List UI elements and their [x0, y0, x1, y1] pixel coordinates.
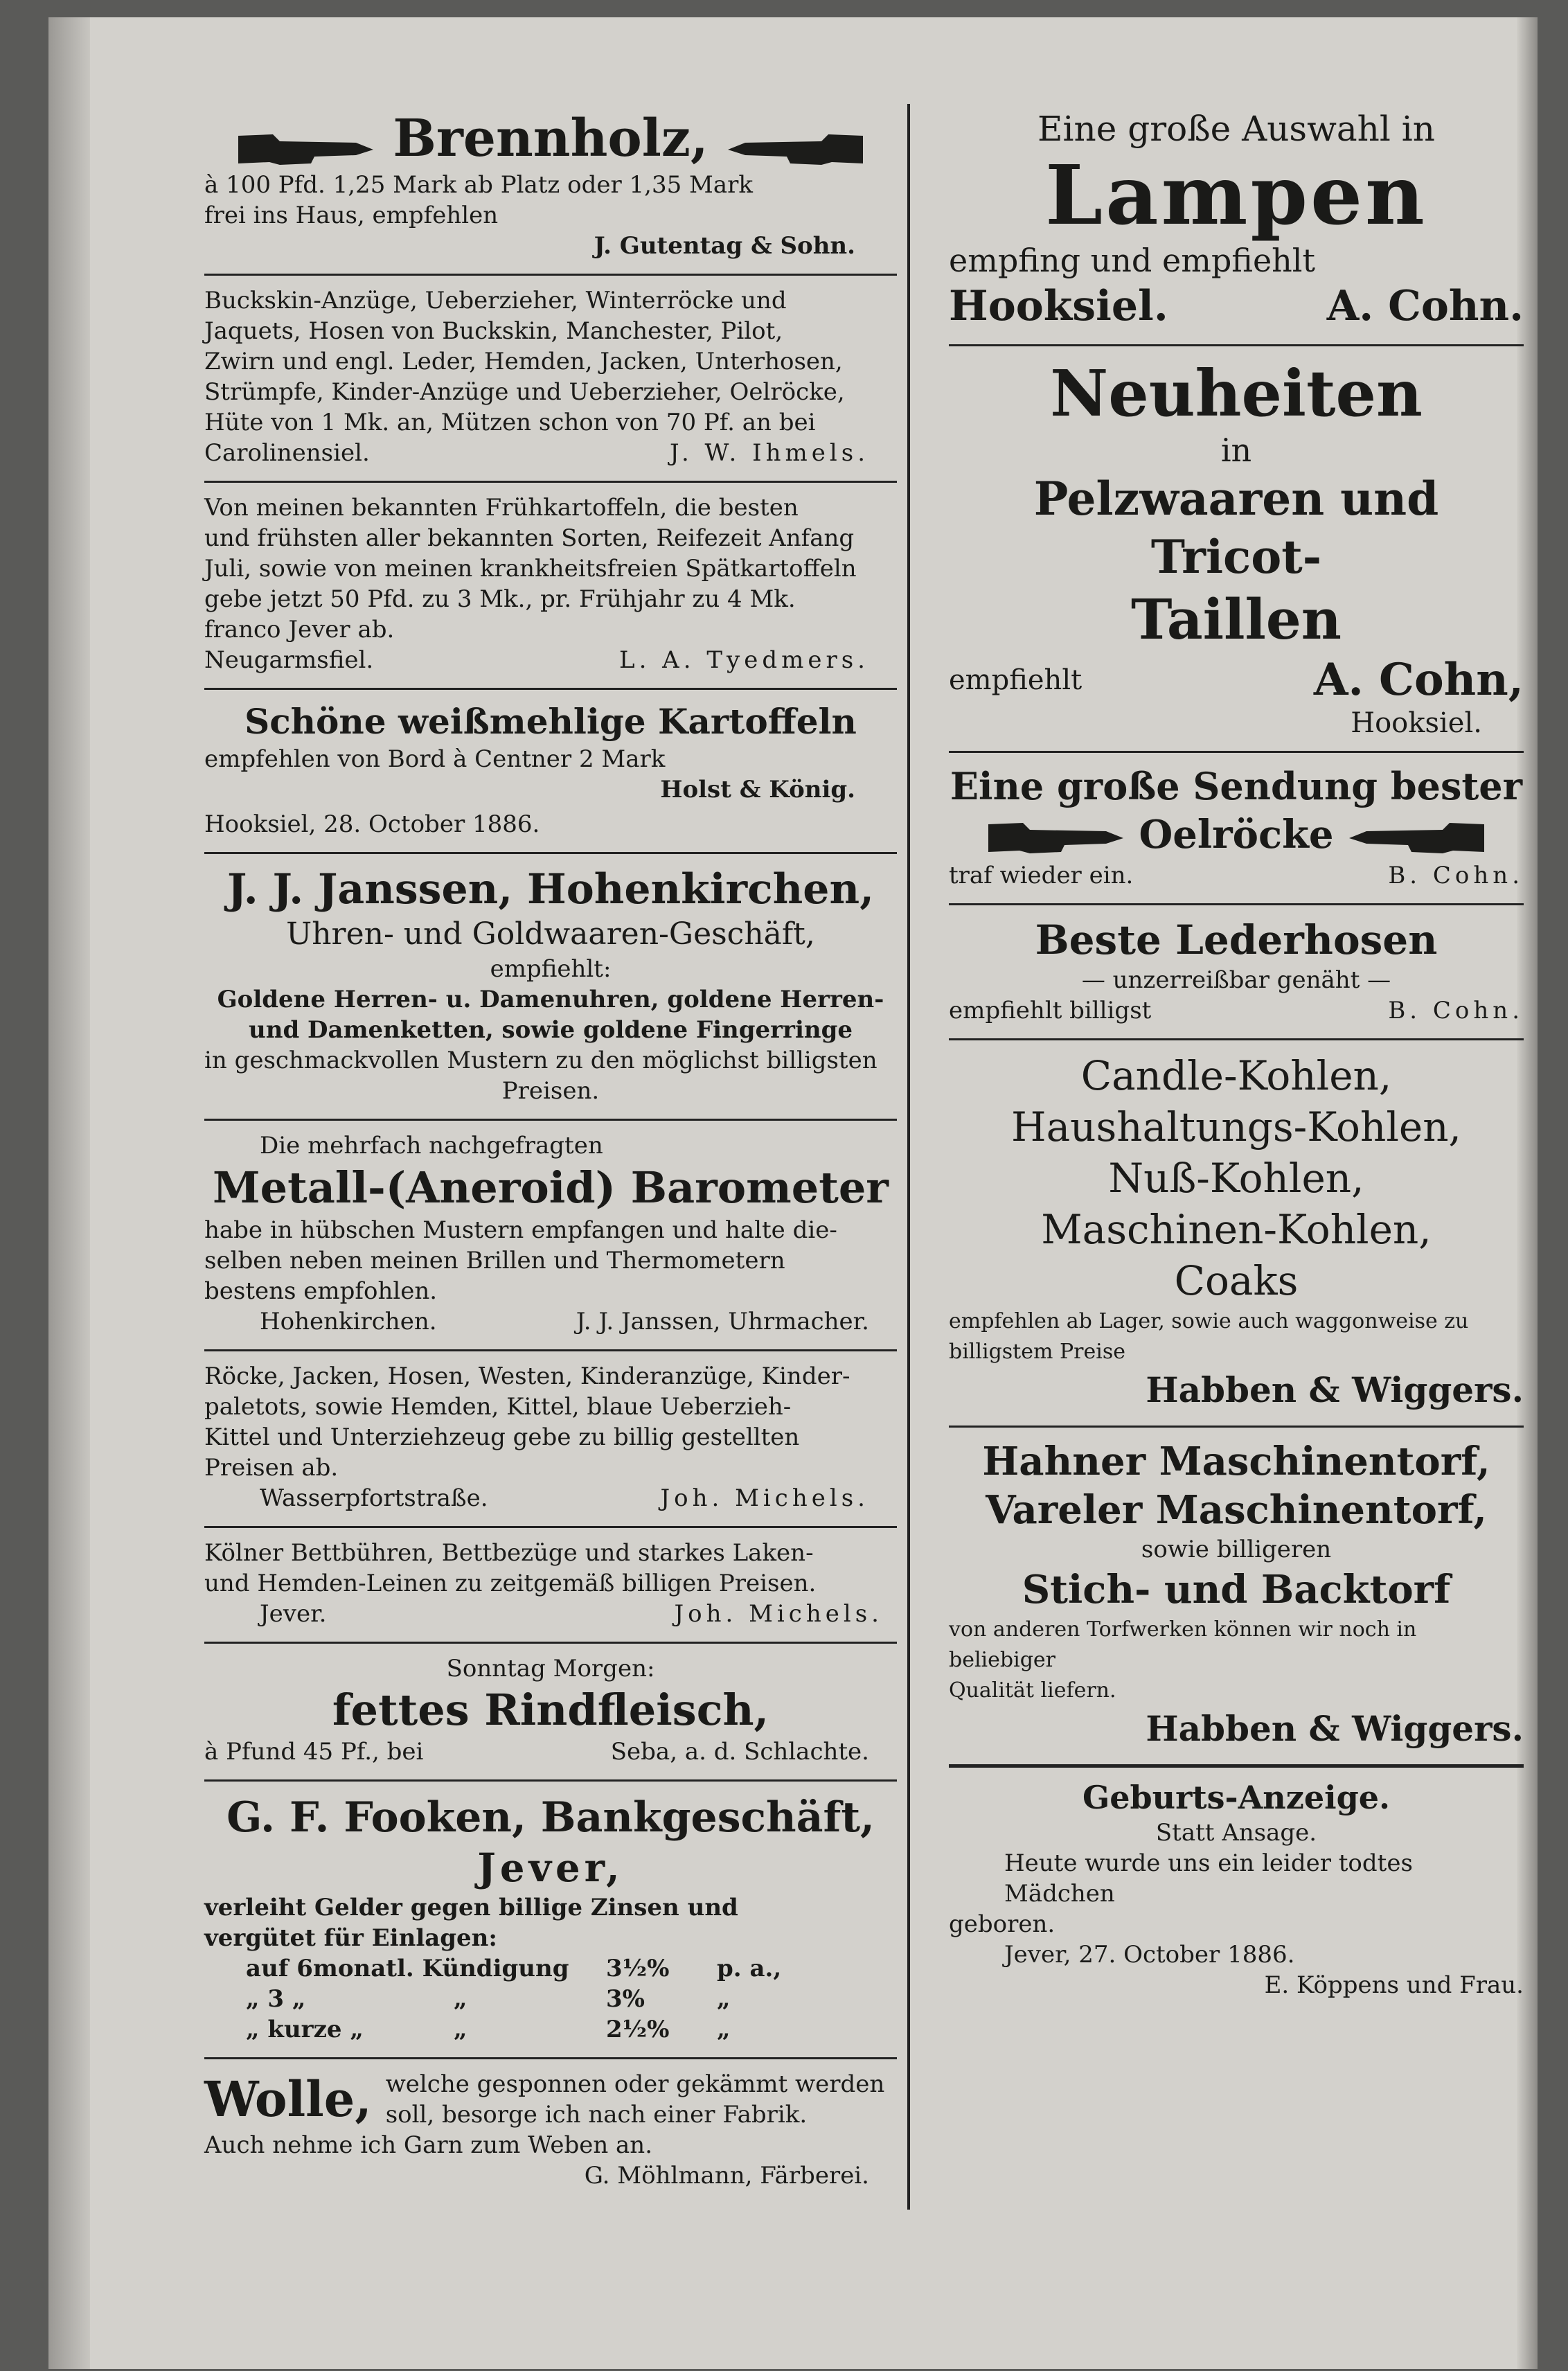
- ad-line: Kölner Bettbühren, Bettbezüge und starkes Laken-: [204, 1539, 814, 1567]
- newspaper-page: [48, 17, 1538, 2369]
- divider: [949, 344, 1524, 346]
- rate-row: [204, 1984, 897, 2014]
- ad-line: geboren.: [949, 1910, 1055, 1938]
- ad-text: à 100 Pfd. 1,25 Mark ab Platz oder 1,35 Mark: [204, 171, 753, 199]
- ad-line: Auch nehme ich Garn zum Weben an.: [204, 2131, 653, 2159]
- ad-text: à Pfund 45 Pf., bei: [204, 1738, 424, 1766]
- ad-wolle: [204, 2069, 897, 2191]
- ad-sub: — unzerreißbar genäht —: [1081, 966, 1391, 994]
- ad-signature: A. Cohn.: [1326, 282, 1524, 330]
- ad-title: Metall-(Aneroid) Barometer: [213, 1162, 889, 1213]
- ad-signature: G. Möhlmann, Färberei.: [584, 2162, 869, 2190]
- ad-place: Neugarmsfiel.: [204, 646, 374, 674]
- ad-title: J. J. Janssen, Hohenkirchen,: [227, 865, 874, 914]
- ad-text: sowie billigeren: [1141, 1536, 1332, 1563]
- pointing-hand-left-icon: [1346, 817, 1484, 859]
- ad-line: Strümpfe, Kinder-Anzüge und Ueberzieher, Oelröcke,: [204, 378, 845, 406]
- ad-signature: Joh. Michels.: [674, 1600, 883, 1628]
- divider: [204, 688, 897, 690]
- ad-place: Jever,: [477, 1845, 624, 1891]
- ad-signature: Holst & König.: [660, 776, 855, 803]
- ad-line: Maschinen-Kohlen,: [1041, 1206, 1432, 1253]
- divider: [949, 751, 1524, 753]
- ad-lampen: [949, 107, 1524, 332]
- rate-ditto: „: [454, 2016, 467, 2043]
- ad-torf: [949, 1437, 1524, 1752]
- divider: [949, 1426, 1524, 1428]
- ad-place: Hohenkirchen.: [260, 1308, 437, 1335]
- ad-line: Statt Ansage.: [1155, 1819, 1317, 1847]
- ad-text: empfing und empfiehlt: [949, 242, 1315, 279]
- ad-buckskin: [204, 285, 897, 468]
- ad-kartoffeln: [204, 700, 897, 840]
- ad-pre: Eine große Auswahl in: [1037, 109, 1435, 149]
- ad-signature: Habben & Wiggers.: [1146, 1708, 1524, 1749]
- ad-title: Eine große Sendung bester: [950, 764, 1523, 808]
- ad-line: Juli, sowie von meinen krankheitsfreien Spätkartoffeln: [204, 555, 857, 583]
- ad-text: billigstem Preise: [949, 1340, 1125, 1364]
- rate-value: 3½%: [606, 1955, 670, 1982]
- ad-line: Röcke, Jacken, Hosen, Westen, Kinderanzüge, Kinder-: [204, 1362, 850, 1390]
- rate-ditto: „: [454, 1985, 467, 2013]
- ad-text: frei ins Haus, empfehlen: [204, 202, 499, 229]
- ad-line: Candle-Kohlen,: [1080, 1052, 1392, 1099]
- pointing-hand-left-icon: [724, 122, 863, 163]
- ad-line: Buckskin-Anzüge, Ueberzieher, Winterröcke und: [204, 287, 787, 314]
- ad-bold-line: Goldene Herren- u. Damenuhren, goldene Herren-: [217, 986, 884, 1013]
- ad-place: Wasserpfortstraße.: [260, 1484, 488, 1512]
- ad-oelroecke: [949, 763, 1524, 891]
- ad-bold-line: und Damenketten, sowie goldene Fingerringe: [249, 1016, 853, 1044]
- divider: [204, 852, 897, 854]
- ad-signature: J. W. Ihmels.: [669, 439, 869, 467]
- ad-text: empfiehlt billigst: [949, 997, 1152, 1024]
- rate-unit: p. a.,: [717, 1955, 782, 1982]
- ad-barometer: [204, 1130, 897, 1337]
- pointing-hand-right-icon: [988, 817, 1127, 859]
- ad-line: selben neben meinen Brillen und Thermometern: [204, 1247, 785, 1275]
- ad-pre: Sonntag Morgen:: [446, 1655, 655, 1682]
- rate-value: 2½%: [606, 2016, 670, 2043]
- ad-fooken: [204, 1791, 897, 2045]
- ad-signature: Habben & Wiggers.: [1146, 1369, 1524, 1410]
- left-column: [204, 107, 897, 2191]
- ad-line: Coaks: [1174, 1257, 1299, 1304]
- ad-title: Brennholz,: [393, 109, 709, 168]
- ad-line: und Hemden-Leinen zu zeitgemäß billigen Preisen.: [204, 1570, 817, 1597]
- ad-line: Zwirn und engl. Leder, Hemden, Jacken, Unterhosen,: [204, 348, 843, 375]
- ad-title: Wolle,: [204, 2070, 372, 2128]
- ad-line: habe in hübschen Mustern empfangen und halte die-: [204, 1216, 837, 1244]
- ad-place: Hooksiel.: [949, 282, 1168, 330]
- ad-bold-line: vergütet für Einlagen:: [204, 1924, 497, 1952]
- ad-line: Hüte von 1 Mk. an, Mützen schon von 70 Pf. an bei: [204, 409, 816, 436]
- ad-in: in: [1220, 432, 1252, 469]
- ad-item: Oelröcke: [1139, 812, 1334, 858]
- ad-signature: E. Köppens und Frau.: [1264, 1971, 1524, 1999]
- ad-text: empfehlen ab Lager, sowie auch waggonweise zu: [949, 1309, 1469, 1333]
- ad-michels-kleidung: [204, 1361, 897, 1513]
- divider: [204, 1526, 897, 1528]
- ad-line: Hahner Maschinentorf,: [982, 1439, 1490, 1484]
- ad-subtitle: Uhren- und Goldwaaren-Geschäft,: [286, 916, 815, 952]
- ad-signature: Joh. Michels.: [660, 1484, 869, 1512]
- ad-date: Jever, 27. October 1886.: [1004, 1941, 1295, 1969]
- divider: [949, 903, 1524, 905]
- ad-line: gebe jetzt 50 Pfd. zu 3 Mk., pr. Frühjahr zu 4 Mk.: [204, 585, 796, 613]
- ad-signature: A. Cohn,: [1313, 654, 1524, 706]
- ad-title: Neuheiten: [1050, 356, 1423, 431]
- ad-title: G. F. Fooken, Bankgeschäft,: [226, 1793, 875, 1842]
- ad-signature: B. Cohn.: [1388, 862, 1524, 889]
- ad-line: und frühsten aller bekannten Sorten, Reifezeit Anfang: [204, 524, 855, 552]
- rate-term: „ kurze „: [246, 2016, 364, 2043]
- ad-place: Hooksiel.: [1351, 707, 1482, 739]
- ad-text: empfiehlt: [949, 664, 1083, 696]
- ad-lederhosen: [949, 915, 1524, 1026]
- ad-title: Beste Lederhosen: [1035, 916, 1438, 964]
- ad-intro: empfiehlt:: [490, 955, 612, 983]
- rate-term: auf 6monatl. Kündigung: [246, 1955, 569, 1982]
- ad-text: in geschmackvollen Mustern zu den möglichst billigsten: [204, 1047, 877, 1074]
- ad-line: Taillen: [1131, 587, 1342, 652]
- ad-line: Stich- und Backtorf: [1022, 1567, 1451, 1613]
- column-rule: [907, 104, 910, 2210]
- ad-text: empfehlen von Bord à Centner 2 Mark: [204, 745, 666, 773]
- ad-title: Geburts-Anzeige.: [1082, 1779, 1391, 1816]
- ad-text: Preisen.: [501, 1077, 600, 1105]
- ad-title: Schöne weißmehlige Kartoffeln: [244, 701, 857, 742]
- ad-line: Jaquets, Hosen von Buckskin, Manchester, Pilot,: [204, 317, 783, 345]
- ad-line: Heute wurde uns ein leider todtes Mädchen: [1004, 1849, 1413, 1908]
- ad-bold-line: verleiht Gelder gegen billige Zinsen und: [204, 1894, 738, 1921]
- ad-line: Von meinen bekannten Frühkartoffeln, die besten: [204, 494, 799, 522]
- divider: [204, 1642, 897, 1644]
- ad-title: fettes Rindfleisch,: [332, 1685, 769, 1735]
- ad-line: bestens empfohlen.: [204, 1277, 438, 1305]
- ad-line: welche gesponnen oder gekämmt werden: [385, 2070, 885, 2098]
- divider: [204, 274, 897, 276]
- ad-signature: L. A. Tyedmers.: [618, 646, 869, 674]
- book-spine: [48, 17, 90, 2369]
- ad-line: Preisen ab.: [204, 1454, 339, 1482]
- ad-rindfleisch: [204, 1653, 897, 1767]
- ad-kohlen: [949, 1050, 1524, 1413]
- rate-row: [204, 1953, 897, 1984]
- ad-fruehkartoffeln: [204, 492, 897, 675]
- divider: [204, 1349, 897, 1351]
- rate-ditto: „: [717, 1985, 731, 2013]
- rate-ditto: „: [717, 2016, 731, 2043]
- ad-line: Pelzwaaren und Tricot-: [1033, 472, 1439, 584]
- ad-text: von anderen Torfwerken können wir noch in beliebiger: [949, 1617, 1417, 1672]
- ad-text: Qualität liefern.: [949, 1678, 1116, 1703]
- ad-signature: J. J. Janssen, Uhrmacher.: [576, 1308, 869, 1335]
- ad-signature: J. Gutentag & Sohn.: [594, 232, 855, 260]
- divider: [949, 1038, 1524, 1040]
- ad-place: Carolinensiel.: [204, 439, 370, 467]
- ad-line: paletots, sowie Hemden, Kittel, blaue Ueberzieh-: [204, 1393, 792, 1421]
- ad-pre: Die mehrfach nachgefragten: [260, 1132, 603, 1160]
- ad-title: Lampen: [1045, 147, 1427, 243]
- ad-line: Kittel und Unterziehzeug gebe zu billig gestellten: [204, 1423, 800, 1451]
- ad-line: Nuß-Kohlen,: [1108, 1155, 1364, 1202]
- divider: [204, 2057, 897, 2059]
- ad-janssen: [204, 864, 897, 1106]
- ad-signature: Seba, a. d. Schlachte.: [610, 1738, 869, 1766]
- ad-line: Haushaltungs-Kohlen,: [1011, 1103, 1461, 1151]
- ad-brennholz: [204, 107, 897, 261]
- dateline: Hooksiel, 28. October 1886.: [204, 810, 540, 838]
- ad-line: franco Jever ab.: [204, 616, 395, 643]
- divider: [204, 1119, 897, 1121]
- pointing-hand-right-icon: [238, 122, 377, 163]
- divider: [204, 481, 897, 483]
- ad-signature: B. Cohn.: [1388, 997, 1524, 1024]
- rate-row: [204, 2014, 897, 2045]
- rate-term: „ 3 „: [246, 1985, 306, 2013]
- ad-line: Vareler Maschinentorf,: [986, 1487, 1487, 1533]
- right-column: [949, 107, 1524, 2000]
- rate-value: 3%: [606, 1985, 645, 2013]
- divider: [204, 1779, 897, 1782]
- ad-neuheiten: [949, 356, 1524, 738]
- ad-michels-leinen: [204, 1538, 897, 1629]
- ad-line: soll, besorge ich nach einer Fabrik.: [385, 2101, 808, 2129]
- ad-geburt: [949, 1777, 1524, 2000]
- ad-text: traf wieder ein.: [949, 862, 1134, 889]
- divider: [949, 1764, 1524, 1768]
- ad-place: Jever.: [260, 1600, 327, 1628]
